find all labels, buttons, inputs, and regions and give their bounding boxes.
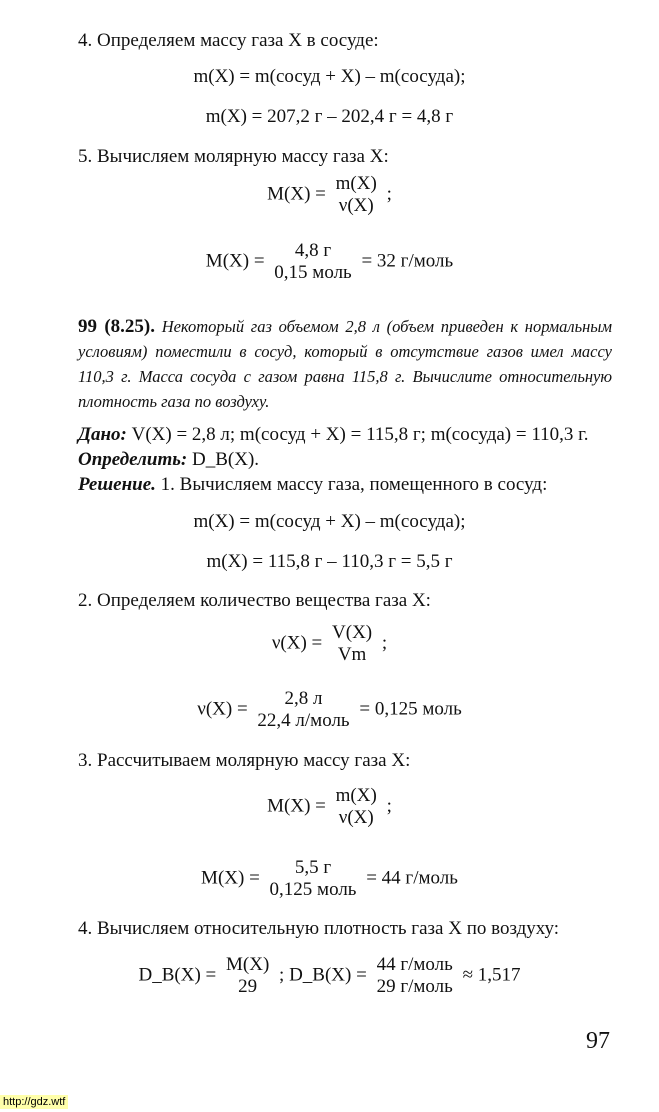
calc-rhs: = 32 г/моль	[361, 250, 454, 272]
density-result: ≈ 1,517	[462, 964, 521, 986]
given-text: V(X) = 2,8 л; m(сосуд + X) = 115,8 г; m(сосуда) = 110,3 г.	[131, 424, 589, 445]
fraction-numerator: 4,8 г	[294, 240, 332, 261]
density-fraction-2	[375, 954, 455, 998]
find-label: Определить:	[78, 449, 188, 470]
fraction-denominator: ν(X)	[338, 807, 374, 828]
page-number: 97	[586, 1028, 610, 1054]
density-lhs-1: D_B(X) =	[138, 964, 217, 986]
s4-title: 4. Вычисляем относительную плотность газа X по воздуху:	[78, 918, 560, 939]
step5-formula-lhs: M(X) =	[267, 183, 326, 205]
calc-lhs: M(X) =	[205, 250, 265, 272]
calc-lhs: ν(X) =	[197, 698, 248, 720]
fraction-numerator: 2,8 л	[284, 688, 323, 709]
formula-tail: ;	[381, 632, 388, 654]
density-lhs-2: D_B(X) =	[289, 964, 367, 986]
given-label: Дано:	[78, 424, 127, 445]
solution-text: 1. Вычисляем массу газа, помещенного в сосуд:	[160, 474, 548, 495]
s2-title: 2. Определяем количество вещества газа X:	[78, 590, 431, 611]
formula-tail: ;	[386, 795, 392, 817]
formula-lhs: ν(X) =	[271, 632, 323, 654]
step5-formula-fraction	[334, 173, 379, 217]
calc-fraction	[268, 857, 359, 901]
fraction-numerator: M(X)	[226, 954, 270, 975]
s2-formula	[0, 622, 659, 666]
s2-calculation	[0, 688, 659, 732]
fraction-denominator: 22,4 л/моль	[257, 710, 350, 731]
problem-text: Некоторый газ объемом 2,8 л (объем приведен к нормальным условиям) поместили в сосуд, который в отсутствие газов имел массу 110,3 г. Масса сосуда с газом равна 115,8 г. Вычислите относительную плотность газа по воздуху.	[78, 317, 613, 411]
calc-rhs: = 44 г/моль	[366, 867, 458, 889]
s1-equation-2: m(X) = 115,8 г – 110,3 г = 5,5 г	[206, 551, 453, 572]
fraction-numerator: 5,5 г	[294, 857, 332, 878]
problem-statement	[78, 314, 612, 414]
given-line	[78, 424, 589, 446]
s2-formula-fraction	[330, 622, 374, 666]
watermark-link[interactable]: http://gdz.wtf	[0, 1095, 68, 1109]
calc-lhs: M(X) =	[201, 867, 260, 889]
fraction-denominator: 0,125 моль	[269, 879, 357, 900]
step5-title: 5. Вычисляем молярную массу газа X:	[78, 146, 389, 167]
step4-title: 4. Определяем массу газа X в сосуде:	[78, 30, 379, 51]
s3-formula	[0, 785, 659, 829]
s3-calculation	[0, 857, 659, 901]
problem-number: 99 (8.25).	[78, 316, 155, 337]
s1-equation-1: m(X) = m(сосуд + X) – m(сосуда);	[193, 511, 466, 532]
fraction-denominator: 29	[238, 976, 258, 997]
fraction-denominator: 29 г/моль	[376, 976, 453, 997]
fraction-denominator: Vm	[337, 644, 367, 665]
s3-title: 3. Рассчитываем молярную массу газа X:	[78, 750, 411, 771]
step4-equation-1: m(X) = m(сосуд + X) – m(сосуда);	[193, 66, 466, 87]
s3-formula-fraction	[334, 785, 379, 829]
density-fraction-1	[224, 954, 271, 998]
fraction-numerator: 44 г/моль	[376, 954, 453, 975]
fraction-denominator: 0,15 моль	[274, 262, 352, 283]
solution-label: Решение.	[78, 474, 156, 495]
solution-line	[78, 474, 547, 496]
step5-calculation	[0, 240, 659, 284]
calc-fraction	[255, 688, 351, 732]
density-separator: ;	[279, 964, 285, 986]
fraction-numerator: m(X)	[335, 785, 377, 806]
fraction-numerator: V(X)	[332, 622, 373, 643]
formula-tail: ;	[386, 183, 392, 205]
find-line	[78, 449, 259, 471]
calc-rhs: = 0,125 моль	[359, 698, 462, 720]
calc-fraction	[272, 240, 353, 284]
step5-formula	[0, 173, 659, 217]
fraction-numerator: m(X)	[335, 173, 377, 194]
fraction-denominator: ν(X)	[338, 195, 374, 216]
formula-lhs: M(X) =	[267, 795, 326, 817]
s4-formula	[0, 954, 659, 998]
step4-equation-2: m(X) = 207,2 г – 202,4 г = 4,8 г	[205, 106, 454, 127]
find-text: D_B(X).	[192, 449, 260, 470]
